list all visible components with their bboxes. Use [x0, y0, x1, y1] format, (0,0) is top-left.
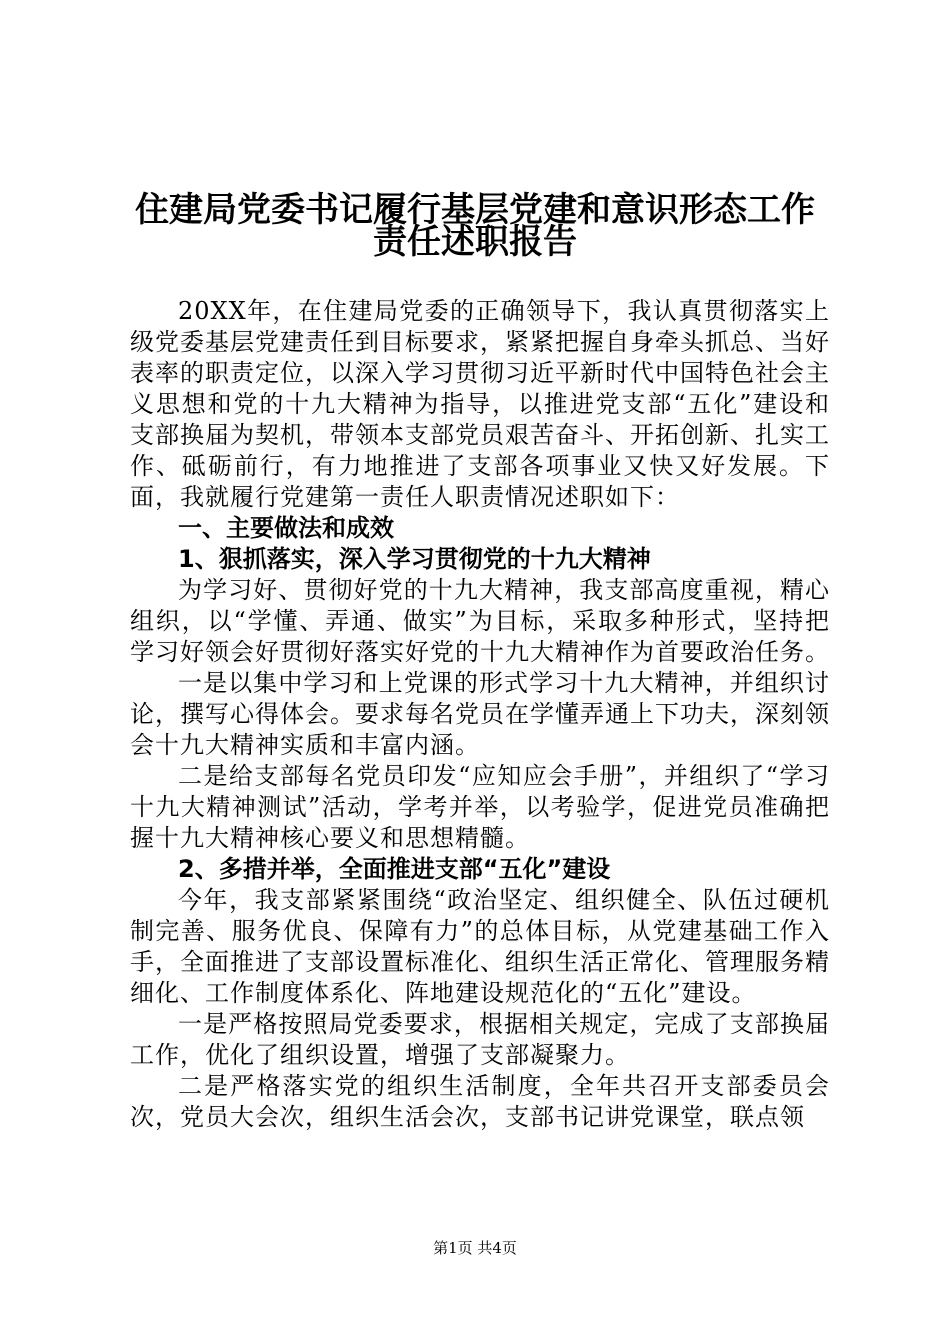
- document-body: [130, 296, 830, 1133]
- paragraph: 一是严格按照局党委要求，根据相关规定，完成了支部换届工作，优化了组织设置，增强了支部凝聚力。: [130, 1010, 830, 1069]
- paragraph: 二是严格落实党的组织生活制度，全年共召开支部委员会次，党员大会次，组织生活会次，支部书记讲党课堂，联点领: [130, 1072, 830, 1131]
- paragraph: 一是以集中学习和上党课的形式学习十九大精神，并组织讨论，撰写心得体会。要求每名党员在学懂弄通上下功夫，深刻领会十九大精神实质和丰富内涵。: [130, 669, 830, 759]
- document-title-line-2: 责任述职报告: [373, 222, 577, 262]
- document-title-line-1: 住建局党委书记履行基层党建和意识形态工作: [135, 190, 815, 230]
- paragraph: 今年，我支部紧紧围绕“政治坚定、组织健全、队伍过硬机制完善、服务优良、保障有力”的总体目标，从党建基础工作入手，全面推进了支部设置标准化、组织生活正常化、管理服务精细化、工作制度体系化、阵地建设规范化的“五化”建设。: [130, 886, 830, 1007]
- paragraph: 为学习好、贯彻好党的十九大精神，我支部高度重视，精心组织，以“学懂、弄通、做实”为目标，采取多种形式，坚持把学习好领会好贯彻好落实好党的十九大精神作为首要政治任务。: [130, 576, 830, 666]
- subsection-heading-2: 2、多措并举，全面推进支部“五化”建设: [178, 855, 611, 883]
- section-heading-1: 一、主要做法和成效: [178, 514, 394, 542]
- paragraph-intro: 20XX年，在住建局党委的正确领导下，我认真贯彻落实上级党委基层党建责任到目标要求，紧紧把握自身牵头抓总、当好表率的职责定位，以深入学习贯彻习近平新时代中国特色社会主义思想和党的十九大精神为指导，以推进党支部“五化”建设和支部换届为契机，带领本支部党员艰苦奋斗、开拓创新、扎实工作、砥砺前行，有力地推进了支部各项事业又快又好发展。下面，我就履行党建第一责任人职责情况述职如下：: [130, 297, 830, 511]
- page-footer: 第1页 共4页: [433, 1239, 517, 1257]
- paragraph: 二是给支部每名党员印发“应知应会手册”，并组织了“学习十九大精神测试”活动，学考并举，以考验学，促进党员准确把握十九大精神核心要义和思想精髓。: [130, 762, 830, 852]
- subsection-heading-1: 1、狠抓落实，深入学习贯彻党的十九大精神: [178, 545, 651, 573]
